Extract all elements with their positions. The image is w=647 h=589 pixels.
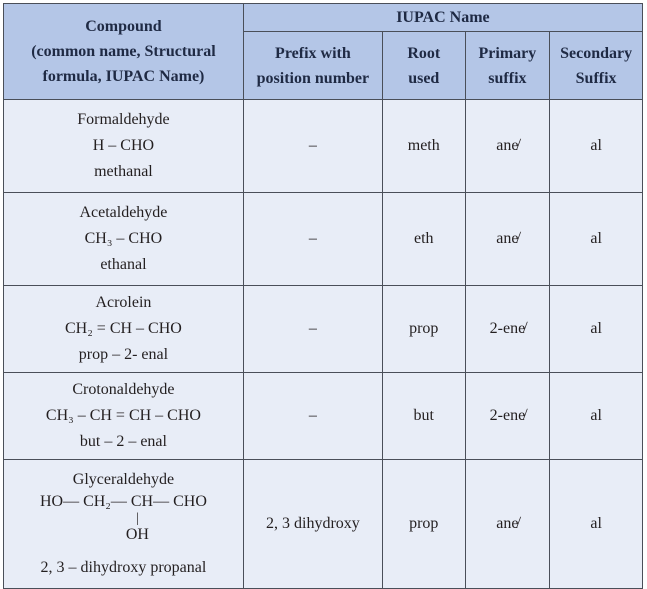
compound-cell: Formaldehyde H – CHO methanal [4,100,244,193]
header-primary-suffix: Primary suffix [465,32,550,100]
header-compound: Compound (common name, Structural formula, IUPAC Name) [4,4,244,100]
bond-line: | [136,511,139,526]
table-row [4,373,643,460]
secondary-suffix-cell: al [550,460,643,589]
prefix-cell: – [243,373,382,460]
table-row [4,193,643,286]
secondary-suffix-cell: al [550,100,643,193]
table-row [4,286,643,373]
primary-suffix-cell: ane̸ [465,460,550,589]
primary-suffix-cell: 2-ene̸ [465,286,550,373]
compound-cell: Acrolein CH₂ = CH – CHO prop – 2- enal [4,286,244,373]
prefix-cell: 2, 3 dihydroxy [243,460,382,589]
header-root: Root used [382,32,465,100]
table-row [4,460,643,589]
secondary-suffix-cell: al [550,373,643,460]
iupac-nomenclature-table [3,3,643,589]
root-cell: prop [382,286,465,373]
root-cell: meth [382,100,465,193]
secondary-suffix-cell: al [550,193,643,286]
root-cell: eth [382,193,465,286]
header-prefix: Prefix with position number [243,32,382,100]
table-row [4,100,643,193]
compound-cell: Crotonaldehyde CH₃ – CH = CH – CHO but – 2 – enal [4,373,244,460]
prefix-cell: – [243,286,382,373]
header-secondary-suffix: Secondary Suffix [550,32,643,100]
compound-cell: Acetaldehyde CH₃ – CHO ethanal [4,193,244,286]
primary-suffix-cell: ane̸ [465,193,550,286]
root-cell: but [382,373,465,460]
root-cell: prop [382,460,465,589]
compound-cell: Glyceraldehyde HO— CH₂— CH— CHO | OH 2, 3 – dihydroxy propanal [4,460,244,589]
secondary-suffix-cell: al [550,286,643,373]
primary-suffix-cell: ane̸ [465,100,550,193]
header-iupac-name: IUPAC Name [243,4,642,32]
primary-suffix-cell: 2-ene̸ [465,373,550,460]
prefix-cell: – [243,100,382,193]
prefix-cell: – [243,193,382,286]
